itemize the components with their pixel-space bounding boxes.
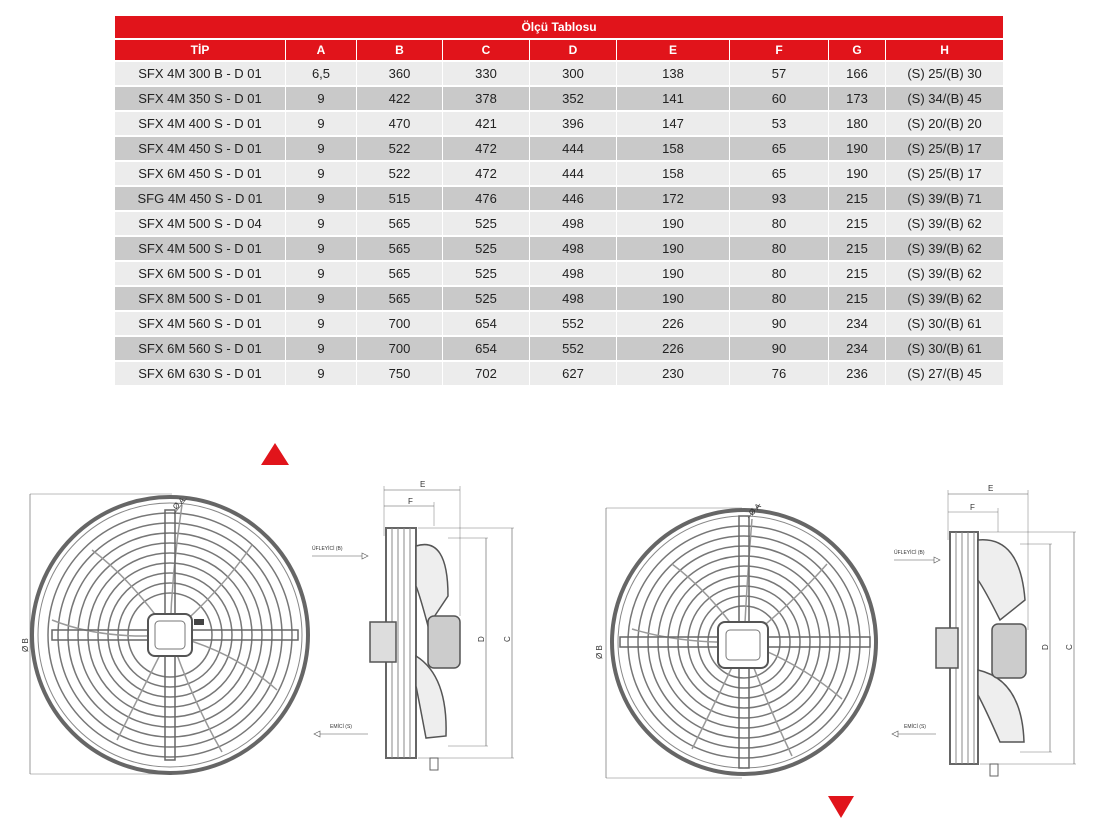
table-cell: 300: [530, 62, 616, 85]
table-cell: 57: [730, 62, 828, 85]
suction-label-left: EMİCİ (S): [330, 724, 352, 730]
model-cell: SFX 4M 500 S - D 04: [115, 212, 285, 235]
table-cell: (S) 39/(B) 62: [886, 287, 1003, 310]
table-cell: 226: [617, 337, 729, 360]
table-cell: 330: [443, 62, 529, 85]
table-cell: 190: [617, 287, 729, 310]
fan-side-view-right: [890, 480, 1090, 780]
table-cell: 9: [286, 187, 356, 210]
table-cell: 476: [443, 187, 529, 210]
table-cell: 172: [617, 187, 729, 210]
table-cell: 138: [617, 62, 729, 85]
table-row: [115, 337, 1003, 360]
table-cell: 60: [730, 87, 828, 110]
table-cell: 565: [357, 212, 442, 235]
dim-f-label: F: [408, 497, 413, 506]
table-cell: 525: [443, 212, 529, 235]
table-cell: 552: [530, 312, 616, 335]
table-cell: (S) 39/(B) 62: [886, 237, 1003, 260]
table-cell: 702: [443, 362, 529, 385]
table-cell: 9: [286, 287, 356, 310]
table-cell: 236: [829, 362, 885, 385]
table-cell: 190: [617, 212, 729, 235]
table-cell: 472: [443, 137, 529, 160]
fan-front-view-left: [22, 490, 342, 780]
dim-d-label-right: D: [1041, 644, 1050, 650]
table-cell: 90: [730, 337, 828, 360]
model-cell: SFX 4M 350 S - D 01: [115, 87, 285, 110]
table-cell: (S) 27/(B) 45: [886, 362, 1003, 385]
column-header-8: H: [886, 40, 1003, 60]
table-cell: (S) 39/(B) 62: [886, 262, 1003, 285]
dim-a-label-right: Ø A: [747, 501, 763, 518]
table-cell: 80: [730, 237, 828, 260]
model-cell: SFX 4M 300 B - D 01: [115, 62, 285, 85]
table-cell: 498: [530, 262, 616, 285]
fan-side-body-left: [370, 528, 460, 770]
dimension-table-container: [115, 16, 1001, 385]
table-cell: 9: [286, 262, 356, 285]
table-cell: 352: [530, 87, 616, 110]
table-cell: 700: [357, 337, 442, 360]
model-cell: SFX 4M 450 S - D 01: [115, 137, 285, 160]
model-cell: SFG 4M 450 S - D 01: [115, 187, 285, 210]
column-header-0: TİP: [115, 40, 285, 60]
table-cell: 90: [730, 312, 828, 335]
table-cell: 190: [617, 237, 729, 260]
table-row: [115, 287, 1003, 310]
table-cell: (S) 25/(B) 17: [886, 162, 1003, 185]
table-cell: 565: [357, 237, 442, 260]
table-cell: 147: [617, 112, 729, 135]
table-cell: 9: [286, 337, 356, 360]
table-cell: 498: [530, 212, 616, 235]
dim-b-label: Ø B: [21, 638, 30, 652]
table-cell: 9: [286, 212, 356, 235]
table-cell: 80: [730, 287, 828, 310]
table-cell: 522: [357, 162, 442, 185]
table-cell: (S) 30/(B) 61: [886, 312, 1003, 335]
table-cell: 552: [530, 337, 616, 360]
dim-c-label-right: C: [1065, 644, 1074, 650]
dimension-table: [114, 14, 1004, 387]
column-header-6: F: [730, 40, 828, 60]
suction-label-right: EMİCİ (S): [904, 724, 926, 730]
dim-a-label: Ø A: [171, 495, 187, 512]
table-cell: 9: [286, 237, 356, 260]
fan-grille-left: [32, 497, 308, 773]
table-cell: (S) 25/(B) 30: [886, 62, 1003, 85]
table-cell: 234: [829, 312, 885, 335]
table-cell: 515: [357, 187, 442, 210]
model-cell: SFX 4M 560 S - D 01: [115, 312, 285, 335]
column-header-1: A: [286, 40, 356, 60]
table-cell: 230: [617, 362, 729, 385]
table-cell: 498: [530, 237, 616, 260]
dim-b-label-right: Ø B: [595, 645, 604, 659]
table-cell: 65: [730, 137, 828, 160]
table-cell: 9: [286, 162, 356, 185]
model-cell: SFX 6M 560 S - D 01: [115, 337, 285, 360]
table-row: [115, 137, 1003, 160]
model-cell: SFX 6M 450 S - D 01: [115, 162, 285, 185]
arrow-up-icon: [261, 443, 289, 465]
column-header-5: E: [617, 40, 729, 60]
dim-e-label-right: E: [988, 484, 994, 493]
fan-side-view-left: [308, 476, 528, 781]
table-cell: 158: [617, 162, 729, 185]
model-cell: SFX 6M 500 S - D 01: [115, 262, 285, 285]
table-cell: 422: [357, 87, 442, 110]
dim-c-label: C: [503, 636, 512, 642]
column-header-3: C: [443, 40, 529, 60]
table-row: [115, 262, 1003, 285]
table-row: [115, 362, 1003, 385]
table-cell: 190: [829, 162, 885, 185]
table-cell: 9: [286, 362, 356, 385]
table-cell: 627: [530, 362, 616, 385]
model-cell: SFX 6M 630 S - D 01: [115, 362, 285, 385]
table-cell: 360: [357, 62, 442, 85]
table-cell: (S) 34/(B) 45: [886, 87, 1003, 110]
table-cell: 215: [829, 287, 885, 310]
table-title: Ölçü Tablosu: [115, 16, 1003, 38]
table-cell: 65: [730, 162, 828, 185]
model-cell: SFX 8M 500 S - D 01: [115, 287, 285, 310]
table-cell: 166: [829, 62, 885, 85]
table-cell: 498: [530, 287, 616, 310]
table-row: [115, 112, 1003, 135]
dim-d-label: D: [477, 636, 486, 642]
fan-front-view-right: [592, 494, 892, 786]
table-cell: 190: [617, 262, 729, 285]
table-body: [115, 62, 1003, 385]
table-cell: 9: [286, 137, 356, 160]
table-cell: 565: [357, 287, 442, 310]
table-cell: 6,5: [286, 62, 356, 85]
table-cell: 226: [617, 312, 729, 335]
table-cell: 190: [829, 137, 885, 160]
table-cell: 525: [443, 262, 529, 285]
dim-f-label-right: F: [970, 503, 975, 512]
table-cell: 9: [286, 312, 356, 335]
table-cell: 421: [443, 112, 529, 135]
table-cell: 472: [443, 162, 529, 185]
table-cell: 470: [357, 112, 442, 135]
table-cell: 215: [829, 212, 885, 235]
table-cell: 173: [829, 87, 885, 110]
table-cell: 446: [530, 187, 616, 210]
table-row: [115, 162, 1003, 185]
table-cell: 234: [829, 337, 885, 360]
model-cell: SFX 4M 500 S - D 01: [115, 237, 285, 260]
column-header-7: G: [829, 40, 885, 60]
table-cell: 525: [443, 237, 529, 260]
table-cell: 9: [286, 87, 356, 110]
table-cell: 444: [530, 162, 616, 185]
table-cell: 9: [286, 112, 356, 135]
table-cell: 180: [829, 112, 885, 135]
table-row: [115, 237, 1003, 260]
table-cell: 141: [617, 87, 729, 110]
table-cell: 654: [443, 337, 529, 360]
table-cell: (S) 20/(B) 20: [886, 112, 1003, 135]
column-header-2: B: [357, 40, 442, 60]
table-row: [115, 187, 1003, 210]
table-row: [115, 312, 1003, 335]
fan-grille-right: [612, 510, 876, 774]
table-cell: 80: [730, 212, 828, 235]
dim-e-label: E: [420, 480, 426, 489]
table-cell: (S) 39/(B) 62: [886, 212, 1003, 235]
table-cell: 53: [730, 112, 828, 135]
table-row: [115, 87, 1003, 110]
table-cell: 378: [443, 87, 529, 110]
table-cell: (S) 39/(B) 71: [886, 187, 1003, 210]
table-cell: 525: [443, 287, 529, 310]
table-header-row: [115, 40, 1003, 60]
table-cell: 215: [829, 262, 885, 285]
table-row: [115, 212, 1003, 235]
table-cell: 76: [730, 362, 828, 385]
table-cell: (S) 25/(B) 17: [886, 137, 1003, 160]
arrow-down-icon: [828, 796, 854, 818]
table-cell: (S) 30/(B) 61: [886, 337, 1003, 360]
table-cell: 522: [357, 137, 442, 160]
model-cell: SFX 4M 400 S - D 01: [115, 112, 285, 135]
table-cell: 215: [829, 237, 885, 260]
blow-label-right: ÜFLEYİCİ (B): [894, 550, 925, 556]
table-cell: 93: [730, 187, 828, 210]
table-cell: 444: [530, 137, 616, 160]
fan-side-body-right: [936, 532, 1026, 776]
table-row: [115, 62, 1003, 85]
table-cell: 565: [357, 262, 442, 285]
table-cell: 750: [357, 362, 442, 385]
table-cell: 215: [829, 187, 885, 210]
blow-label-left: ÜFLEYİCİ (B): [312, 546, 343, 552]
column-header-4: D: [530, 40, 616, 60]
table-cell: 396: [530, 112, 616, 135]
table-cell: 158: [617, 137, 729, 160]
table-cell: 654: [443, 312, 529, 335]
table-cell: 700: [357, 312, 442, 335]
table-cell: 80: [730, 262, 828, 285]
